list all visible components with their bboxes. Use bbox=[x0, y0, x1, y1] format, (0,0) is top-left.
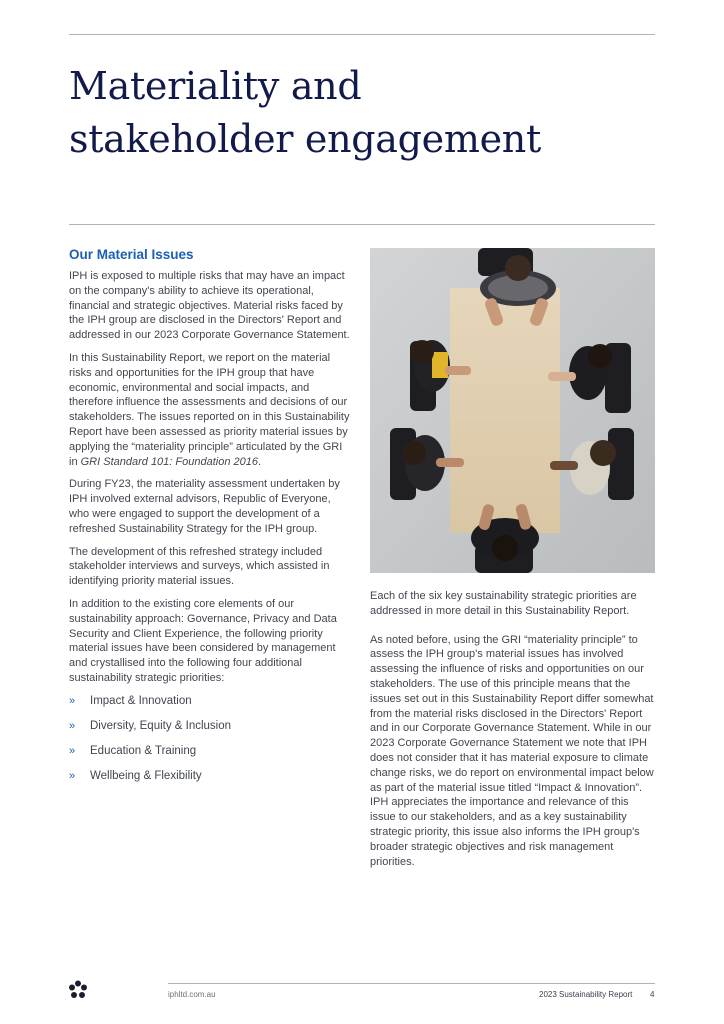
priority-label: Wellbeing & Flexibility bbox=[90, 769, 202, 782]
page-number: 4 bbox=[650, 990, 655, 999]
page-title-line-2: stakeholder engagement bbox=[69, 117, 541, 161]
paragraph-report-scope: In this Sustainability Report, we report on the material risks and opportunities for the IPH group that have economic, environmental and social impacts, and therefore influence the assessments and decisions of our stakeholders. The issues reported on in this Sustainability Report have been assessed as priority material issues by applying the “materiality principle” articulated by the GRI in GRI Standard 101: Foundation 2016. bbox=[69, 351, 350, 468]
footer-url[interactable]: iphltd.com.au bbox=[168, 990, 216, 999]
paragraph-core-elements: In addition to the existing core elements of our sustainability approach: Governance, Privacy and Data Security and Client Experience, the following priority material issues have been considered by management and crystallised into the following four additional sustainability strategic priorities: bbox=[69, 597, 337, 684]
priority-label: Education & Training bbox=[90, 744, 197, 757]
list-item bbox=[69, 694, 351, 708]
gri-standard-reference: GRI Standard 101: Foundation 2016 bbox=[80, 455, 258, 468]
priorities-list bbox=[69, 694, 351, 783]
footer-rule bbox=[168, 983, 655, 984]
list-item bbox=[69, 769, 351, 783]
top-rule bbox=[69, 34, 655, 35]
chair-right-lower bbox=[608, 428, 634, 500]
right-column bbox=[370, 589, 656, 877]
iph-logo-icon bbox=[68, 980, 88, 1000]
left-column bbox=[69, 246, 351, 794]
paragraph-report-scope-text: In this Sustainability Report, we report on the material risks and opportunities for the IPH group that have economic, environmental and social impacts, and therefore influence the assessments and decisions of our stakeholders. The issues reported on in this Sustainability Report have been assessed as priority material issues by applying the “materiality principle” articulated by the GRI in bbox=[69, 351, 350, 468]
paragraph-risks: IPH is exposed to multiple risks that may have an impact on the company's ability to achieve its operational, financial and strategic objectives. Material risks faced by the IPH group are disclosed in the Directors' Report and addressed in our 2023 Corporate Governance Statement. bbox=[69, 270, 350, 342]
section-heading: Our Material Issues bbox=[69, 247, 194, 262]
footer-report-name: 2023 Sustainability Report bbox=[539, 990, 633, 999]
bullet-icon: » bbox=[69, 694, 76, 707]
page-title bbox=[69, 60, 655, 166]
priority-label: Impact & Innovation bbox=[90, 694, 192, 707]
list-item bbox=[69, 719, 351, 733]
meeting-photo-illustration bbox=[370, 248, 655, 573]
paragraph-strategy: The development of this refreshed strategy included stakeholder interviews and surveys, which assisted in identifying priority material issues. bbox=[69, 545, 330, 588]
paragraph-priorities-note: Each of the six key sustainability strategic priorities are addressed in more detail in this Sustainability Report. bbox=[370, 590, 637, 617]
bullet-icon: » bbox=[69, 744, 76, 757]
meeting-photo bbox=[370, 248, 655, 573]
paragraph-materiality-principle: As noted before, using the GRI “materiality principle” to assess the IPH group's material issues has involved assessing the influence of risks and opportunities on our stakeholders. The use of this principle means that the issues set out in this Sustainability Report differ somewhat from the material risks disclosed in the Directors' Report and in our Corporate Governance Statement. While in our 2023 Corporate Governance Statement we note that IPH does not consider that it has material exposure to climate change risks, we do report on environmental impact below as part of the material issue titled “Impact & Innovation”. IPH appreciates the importance and relevance of this issue to our stakeholders, and as a key sustainability strategic priority, this issue also informs the IPH group's broader strategic objectives and risk management priorities. bbox=[370, 633, 654, 868]
table bbox=[450, 288, 560, 533]
bullet-icon: » bbox=[69, 769, 76, 782]
paragraph-assessment: During FY23, the materiality assessment undertaken by IPH involved external advisors, Republic of Everyone, who were engaged to support the development of a refreshed Sustainability Strategy for the IPH group. bbox=[69, 478, 340, 535]
page-title-line-1: Materiality and bbox=[69, 64, 362, 108]
section-rule bbox=[69, 224, 655, 225]
bullet-icon: » bbox=[69, 719, 76, 732]
priority-label: Diversity, Equity & Inclusion bbox=[90, 719, 232, 732]
list-item bbox=[69, 744, 351, 758]
